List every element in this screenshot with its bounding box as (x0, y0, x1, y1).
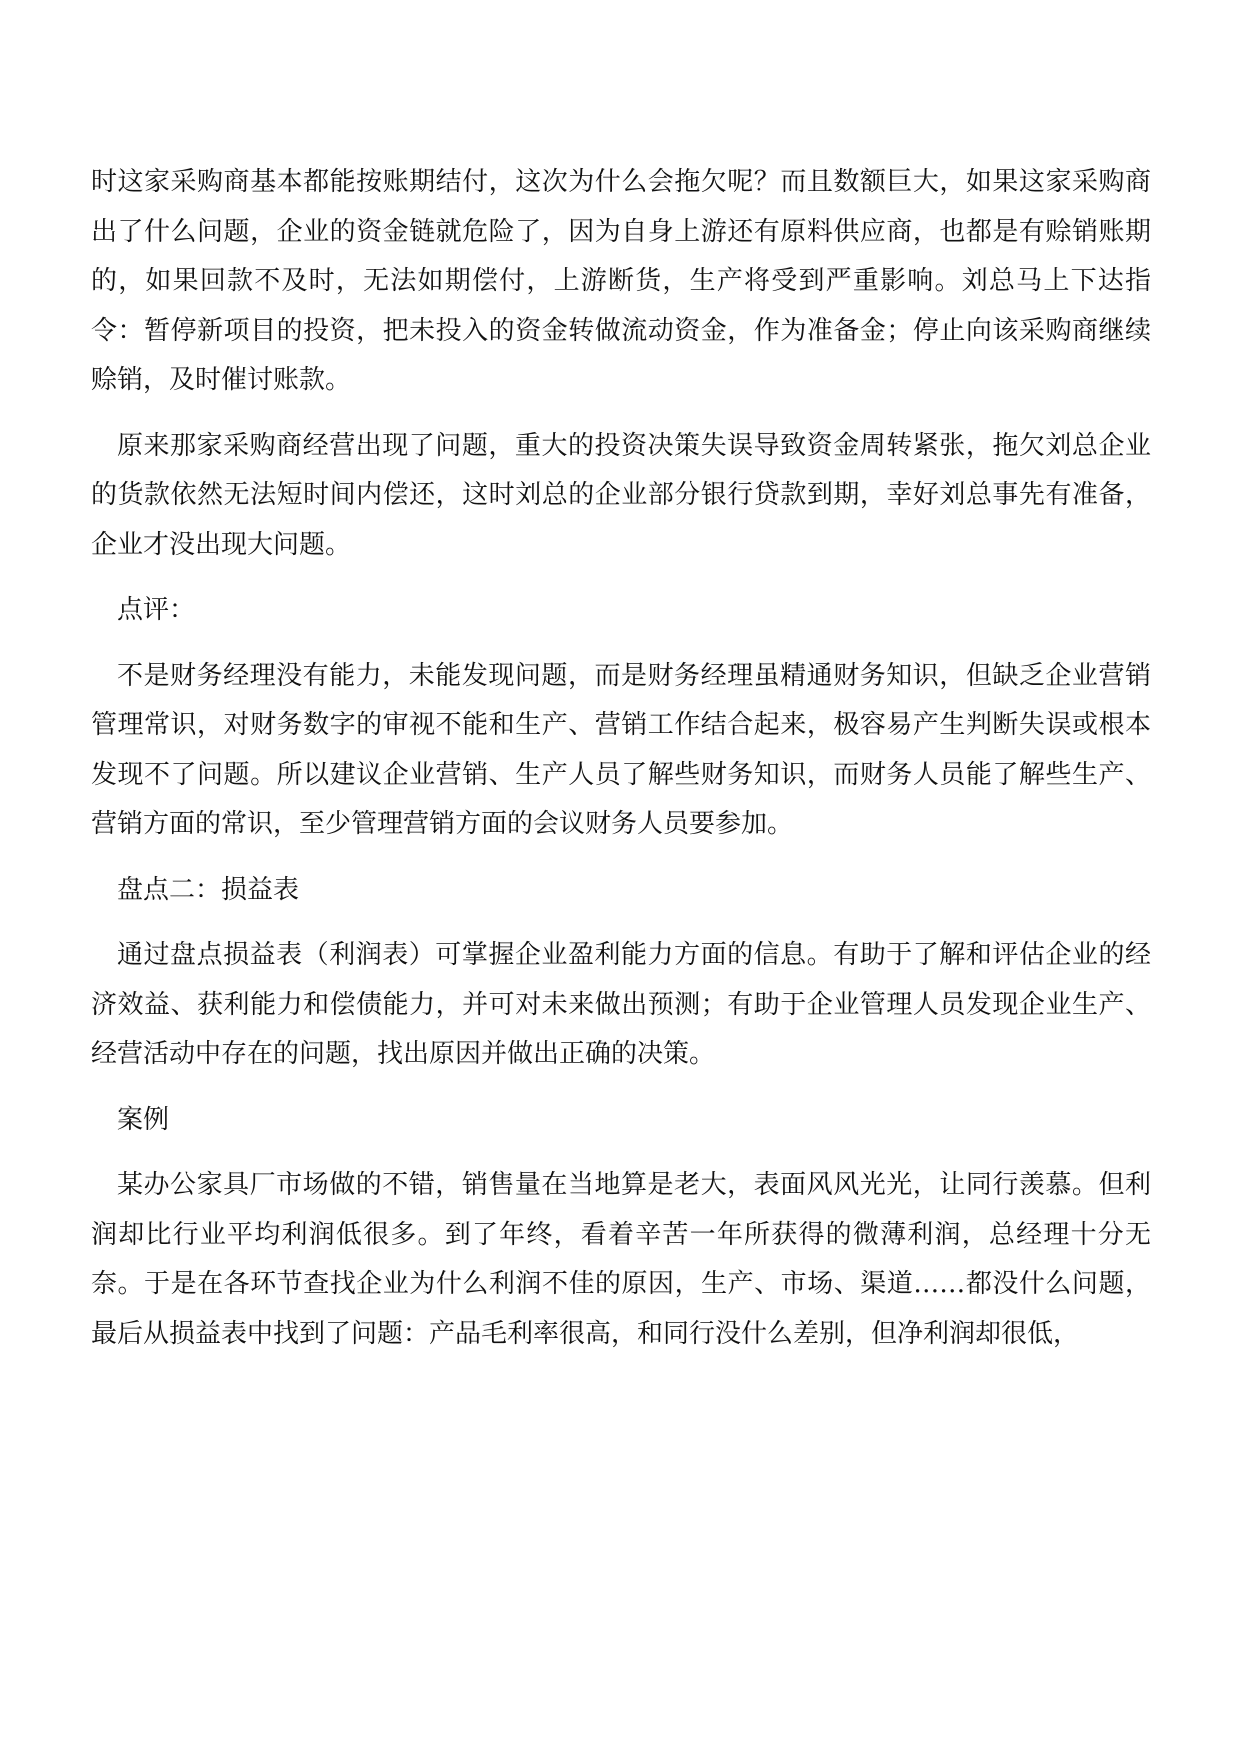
paragraph-purchaser-problem: 原来那家采购商经营出现了问题，重大的投资决策失误导致资金周转紧张，拖欠刘总企业的货款依然无法短时间内偿还，这时刘总的企业部分银行贷款到期，幸好刘总事先有准备，企业才没出现大问题。 (91, 430, 1151, 560)
document-body (91, 158, 1151, 1375)
paragraph-case-heading: 案例 (117, 1104, 170, 1135)
paragraph-purchaser-delay: 时这家采购商基本都能按账期结付，这次为什么会拖欠呢？而且数额巨大，如果这家采购商出了什么问题，企业的资金链就危险了，因为自身上游还有原料供应商，也都是有赊销账期的，如果回款不及时，无法如期偿付，上游断货，生产将受到严重影响。刘总马上下达指令：暂停新项目的投资，把未投入的资金转做流动资金，作为准备金；停止向该采购商继续赊销，及时催讨账款。 (91, 167, 1151, 395)
section-heading-income-statement: 盘点二：损益表 (117, 874, 300, 905)
paragraph-income-statement-intro: 通过盘点损益表（利润表）可掌握企业盈利能力方面的信息。有助于了解和评估企业的经济效益、获利能力和偿债能力，并可对未来做出预测；有助于企业管理人员发现企业生产、经营活动中存在的问题，找出原因并做出正确的决策。 (91, 940, 1151, 1069)
paragraph-comment-heading: 点评： (117, 595, 196, 625)
paragraph-comment-body: 不是财务经理没有能力，未能发现问题，而是财务经理虽精通财务知识，但缺乏企业营销管理常识，对财务数字的审视不能和生产、营销工作结合起来，极容易产生判断失误或根本发现不了问题。所以建议企业营销、生产人员了解些财务知识，而财务人员能了解些生产、营销方面的常识，至少管理营销方面的会议财务人员要参加。 (91, 660, 1151, 839)
paragraph-case-body: 某办公家具厂市场做的不错，销售量在当地算是老大，表面风风光光，让同行羡慕。但利润却比行业平均利润低很多。到了年终，看着辛苦一年所获得的微薄利润，总经理十分无奈。于是在各环节查找企业为什么利润不佳的原因，生产、市场、渠道……都没什么问题，最后从损益表中找到了问题：产品毛利率很高，和同行没什么差别，但净利润却很低， (91, 1170, 1151, 1349)
